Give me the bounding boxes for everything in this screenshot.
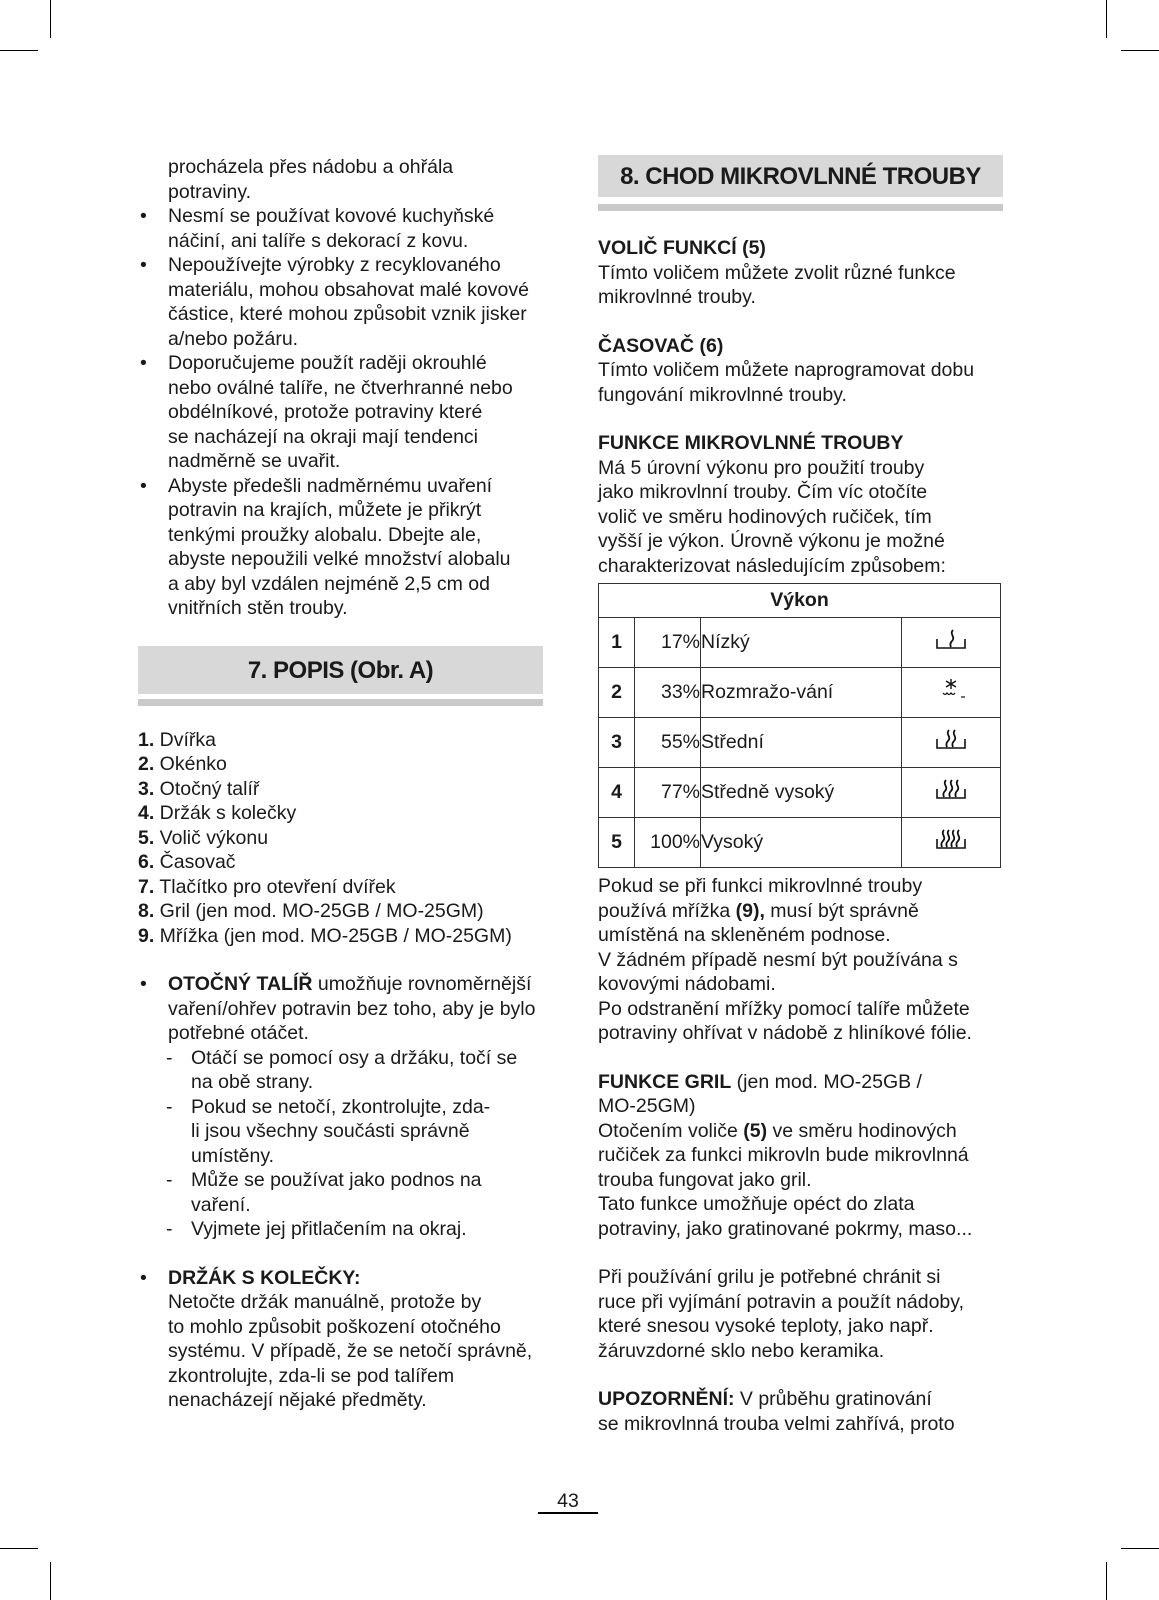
- warning-label: UPOZORNĚNÍ:: [598, 1388, 735, 1410]
- bullet-item: • Abyste předešli nadměrnému uvaření potravin na krajích, můžete je přikrýt tenkými proužky alobalu. Dbejte ale, abyste nepoužili velké množství alobalu a aby byl vzdálen nejméně 2,5 cm od vnitřních stěn trouby.: [138, 474, 543, 621]
- table-row: 3 55% Střední: [599, 718, 1001, 768]
- left-column: [138, 155, 543, 1413]
- table-header: Výkon: [599, 584, 1001, 618]
- subheading-grill: FUNKCE GRIL: [598, 1070, 732, 1093]
- section-heading-8: 8. CHOD MIKROVLNNÉ TROUBY: [598, 155, 1003, 197]
- table-row: 1 17% Nízký: [599, 618, 1001, 668]
- table-row: 2 33% Rozmražo-vání: [599, 668, 1001, 718]
- wave-1-icon: [934, 627, 968, 651]
- intro-line: potraviny.: [168, 180, 252, 203]
- dash-item: - Otáčí se pomocí osy a držáku, točí se na obě strany.: [138, 1046, 543, 1095]
- parts-list-item: 3. Otočný talíř: [138, 777, 260, 800]
- intro-line: procházela přes nádobu a ohřála: [168, 156, 454, 178]
- section-heading-7: 7. POPIS (Obr. A): [138, 646, 543, 694]
- dash-item: - Vyjmete jej přitlačením na okraj.: [138, 1217, 543, 1242]
- bullet-item: • Doporučujeme použít raději okrouhlé nebo oválné talíře, ne čtverhranné nebo obdélníkové, protože potraviny které se nacházejí na okraji mají tendenci nadměrně se uvařit.: [138, 351, 543, 474]
- holder-bullet: • DRŽÁK S KOLEČKY: Netočte držák manuálně, protože by to mohlo způsobit poškození otočného systému. V případě, že se netočí správně, zkontrolujte, zda-li se pod talířem nenacházejí nějaké předměty.: [138, 1266, 543, 1413]
- wave-4-icon: [934, 827, 968, 851]
- parts-list-item: 2. Okénko: [138, 753, 227, 775]
- crop-mark: [1106, 0, 1107, 38]
- table-row: 4 77% Středně vysoký: [599, 768, 1001, 818]
- parts-list-item: 8. Gril (jen mod. MO-25GB / MO-25GM): [138, 900, 484, 922]
- defrost-icon: [934, 677, 968, 701]
- bullet-item: • Nesmí se používat kovové kuchyňské náčiní, ani talíře s dekorací z kovu.: [138, 204, 543, 253]
- wave-2-icon: [934, 727, 968, 751]
- parts-list: [138, 728, 543, 949]
- crop-mark: [1121, 1548, 1159, 1549]
- subheading-microwave: FUNKCE MIKROVLNNÉ TROUBY: [598, 432, 904, 454]
- right-column: 8. CHOD MIKROVLNNÉ TROUBY VOLIČ FUNKCÍ (5) Tímto voličem můžete zvolit různé funkce mikrovlnné trouby. ČASOVAČ (6) Tímto voličem můžete naprogramovat dobu fungování mikrovlnné trouby. FUNKCE MIKROVLNNÉ TROUBY Má 5 úrovní výkonu pro použití trouby jako mikrovlnní trouby. Čím víc otočíte volič ve směru hodinových ručiček, tím vyšší je výkon. Úrovně výkonu je možné charakterizovat následujícím způsobem: Výkon 1 17% Nízký 2 33% Rozmražo-vání 3 55% Střední 4 77% Středně vysoký 5 100% Vysoký Pokud se při funkci mikrovlnné trouby používá mřížka (9), musí být správně umístěná na skleněném podnose. V žádném případě nesmí být používána s kovovými nádobami. Po odstranění mřížky pomocí talíře můžete potraviny ohřívat v nádobě z hliníkové fólie. FUNKCE GRIL (jen mod. MO-25GB / MO-25GM) Otočením voliče (5) ve směru hodinových ručiček za funkci mikrovln bude mikrovlnná trouba fungovat jako gril. Tato funkce umožňuje opéct do zlata potraviny, jako gratinované pokrmy, maso... Při používání grilu je potřebné chránit si ruce při vyjímání potravin a použít nádoby, které snesou vysoké teploty, jako např. žáruvzdorné sklo nebo keramika. UPOZORNĚNÍ: V průběhu gratinování se mikrovlnná trouba velmi zahřívá, proto: [598, 155, 1003, 1436]
- crop-mark: [1121, 50, 1159, 51]
- crop-mark: [0, 50, 38, 51]
- parts-list-item: 4. Držák s kolečky: [138, 802, 297, 824]
- heading-underline: [598, 204, 1003, 211]
- turntable-bullet: • OTOČNÝ TALÍŘ umožňuje rovnoměrnější vaření/ohřev potravin bez toho, aby je bylo potřebné otáčet.: [138, 972, 543, 1046]
- page-number: 43: [538, 1490, 598, 1514]
- table-row: 5 100% Vysoký: [599, 818, 1001, 868]
- power-table: [598, 583, 1001, 868]
- crop-mark: [1106, 1562, 1107, 1600]
- crop-mark: [0, 1548, 38, 1549]
- parts-list-item: 9. Mřížka (jen mod. MO-25GB / MO-25GM): [138, 924, 512, 947]
- heading-underline: [138, 699, 543, 706]
- crop-mark: [50, 1562, 51, 1600]
- subheading-timer: ČASOVAČ (6): [598, 334, 724, 357]
- dash-item: - Může se používat jako podnos na vaření.: [138, 1168, 543, 1217]
- crop-mark: [50, 0, 51, 38]
- wave-3-icon: [934, 777, 968, 801]
- dash-item: - Pokud se netočí, zkontrolujte, zda- li jsou všechny součásti správně umístěny.: [138, 1095, 543, 1169]
- subheading-selector: VOLIČ FUNKCÍ (5): [598, 237, 766, 259]
- parts-list-item: 7. Tlačítko pro otevření dvířek: [138, 875, 396, 898]
- bullet-item: • Nepoužívejte výrobky z recyklovaného materiálu, mohou obsahovat malé kovové částice, které mohou způsobit vznik jisker a/nebo požáru.: [138, 253, 543, 351]
- parts-list-item: 6. Časovač: [138, 851, 236, 873]
- parts-list-item: 5. Volič výkonu: [138, 826, 269, 849]
- parts-list-item: 1. Dvířka: [138, 728, 217, 751]
